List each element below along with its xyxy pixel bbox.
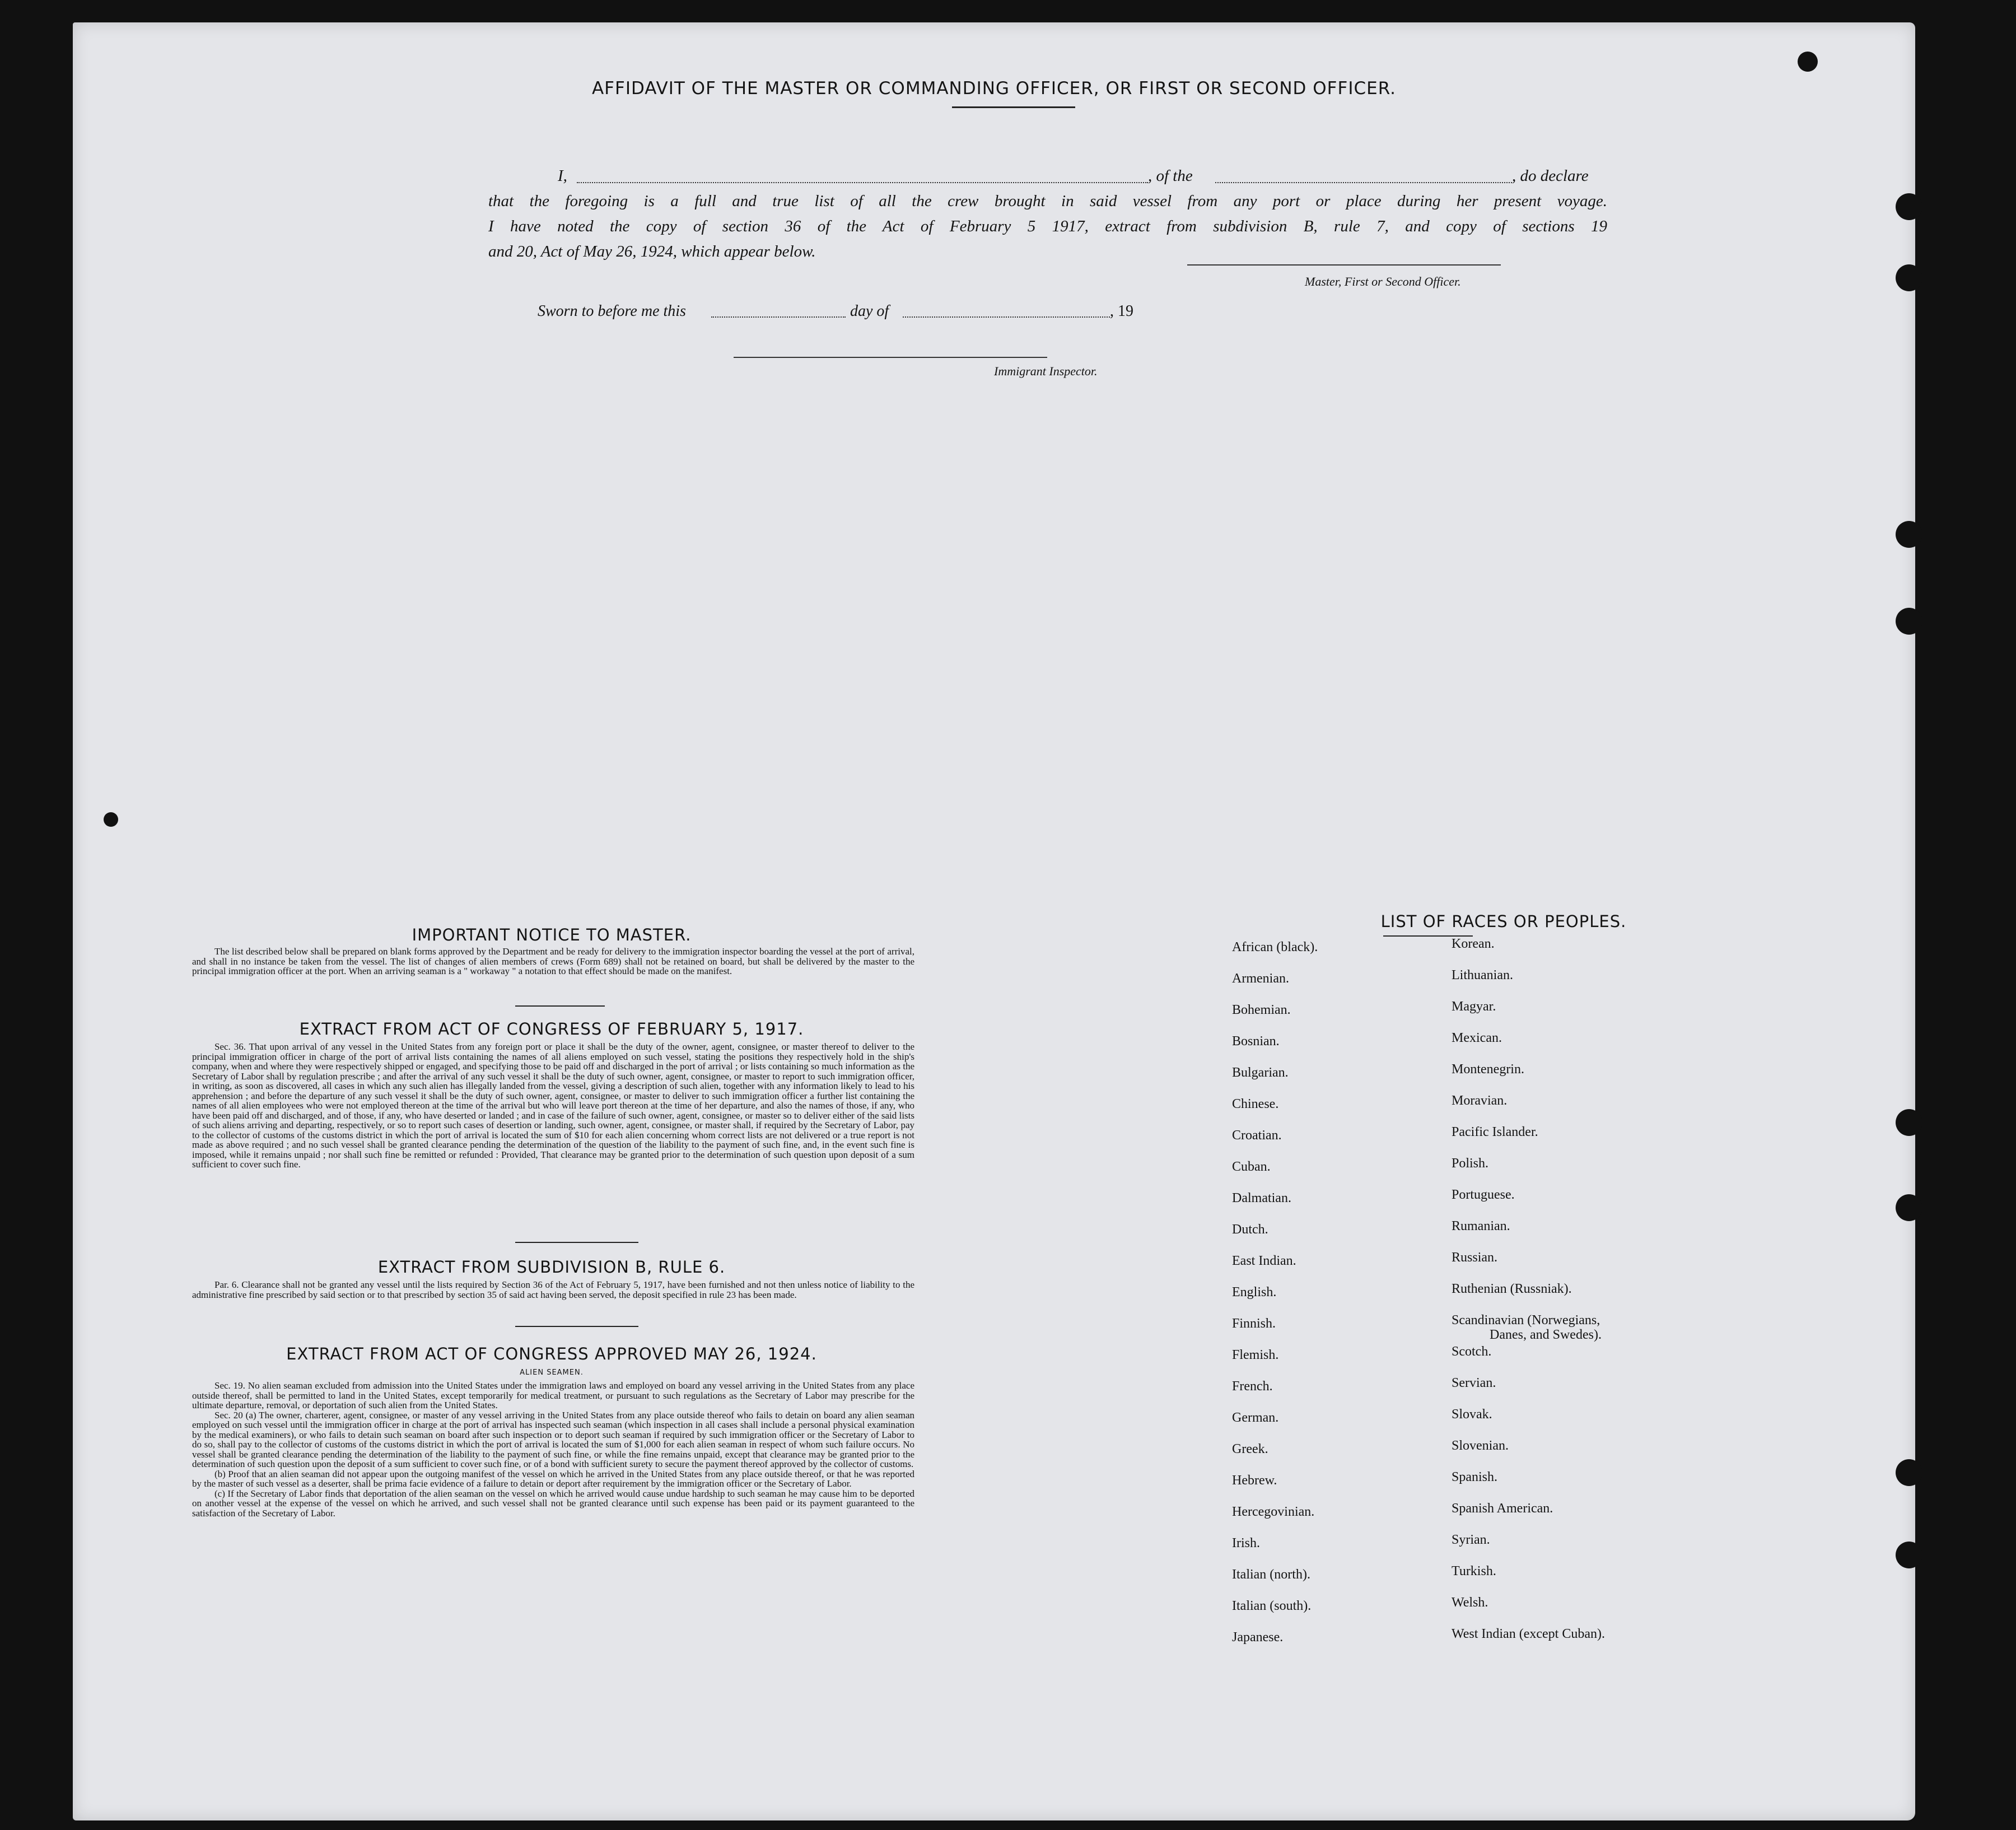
extract-1924-sec20c: (c) If the Secretary of Labor finds that deportation of the alien seaman on the vessel on which he arrived would cause undue hardship to such seaman he may cause him to be deported on another vessel at the expense of the vessel on which he arrived, and such vessel shall not be granted clearance until such expense has been paid or its payment guaranteed to the satisfaction of the Secretary of Labor. [192, 1488, 914, 1519]
race-item: Slovak. [1452, 1407, 1492, 1422]
ink-blot [1798, 52, 1818, 72]
extract-1917-rule [515, 1242, 638, 1243]
extract-rule6-block [192, 1280, 914, 1300]
signature-line [1187, 264, 1501, 266]
race-item: Finnish. [1232, 1316, 1276, 1331]
punch-hole [1896, 521, 1922, 548]
race-item: Korean. [1452, 937, 1495, 951]
race-item: Cuban. [1232, 1160, 1271, 1174]
affidavit-line-3: I have noted the copy of section 36 of the Act of February 5 1917, extract from subdivision B, rule 7, and copy of sections 19 [488, 217, 1607, 235]
inspector-caption: Immigrant Inspector. [994, 364, 1098, 378]
name-blank [577, 182, 1148, 183]
race-item: Ruthenian (Russniak). [1452, 1282, 1572, 1296]
race-item: Italian (north). [1232, 1567, 1310, 1582]
race-item: Lithuanian. [1452, 968, 1513, 982]
affidavit-line-4: and 20, Act of May 26, 1924, which appear below. [488, 243, 816, 260]
races-title: LIST OF RACES OR PEOPLES. [1380, 912, 1627, 931]
race-item: East Indian. [1232, 1254, 1296, 1268]
race-item: English. [1232, 1285, 1277, 1300]
race-item: Scandinavian (Norwegians, [1452, 1313, 1600, 1328]
vessel-blank [1215, 182, 1512, 183]
affidavit-declare: , do declare [1512, 167, 1589, 185]
document-page [73, 22, 1915, 1820]
sworn-month-blank [903, 316, 1110, 318]
race-item: African (black). [1232, 940, 1318, 954]
extract-1924-block [192, 1381, 914, 1518]
race-item: Rumanian. [1452, 1219, 1510, 1233]
title-underline [952, 106, 1075, 108]
race-item: Magyar. [1452, 999, 1496, 1014]
race-item: Flemish. [1232, 1348, 1279, 1362]
extract-1924-sec20b: (b) Proof that an alien seaman did not appear upon the outgoing manifest of the vessel on which he arrived in the United States from any place outside thereof, or that he was reported by the master of such vessel as a deserter, shall be prima facie evidence of a failure to detain or deport after requirement by the immigration officer or the Secretary of Labor. [192, 1468, 914, 1489]
race-item: Bohemian. [1232, 1003, 1291, 1017]
extract-1917-block [192, 1042, 914, 1170]
race-item: Chinese. [1232, 1097, 1279, 1111]
affidavit-title: AFFIDAVIT OF THE MASTER OR COMMANDING OFFICER, OR FIRST OR SECOND OFFICER. [591, 78, 1397, 99]
race-item: Croatian. [1232, 1128, 1282, 1143]
race-item: Pacific Islander. [1452, 1125, 1538, 1139]
race-item-continuation: Danes, and Swedes). [1490, 1328, 1602, 1342]
race-item: Portuguese. [1452, 1188, 1515, 1202]
race-item: West Indian (except Cuban). [1452, 1627, 1605, 1641]
sworn-day-blank [711, 316, 846, 318]
punch-hole [1896, 1194, 1922, 1221]
race-item: Scotch. [1452, 1344, 1492, 1359]
extract-1924-title: EXTRACT FROM ACT OF CONGRESS APPROVED MAY 26, 1924. [286, 1344, 817, 1363]
race-item: Slovenian. [1452, 1438, 1509, 1453]
extract-1917-title: EXTRACT FROM ACT OF CONGRESS OF FEBRUARY 5, 1917. [299, 1019, 804, 1039]
extract-1917-body: Sec. 36. That upon arrival of any vessel in the United States from any foreign port or place it shall be the duty of the owner, agent, consignee, or master thereof to deliver to the principal immigration officer in charge of the port of arrival lists containing the names of all aliens employed on such vessel, stating the positions they respectively hold in the ship's company, when and where they were respectively shipped or engaged, and specifying those to be paid off and discharged in the port of arrival ; or lists containing so much information as the Secretary of Labor shall by regulation prescribe ; and after the arrival of any such vessel it shall be the duty of such owner, agent, consignee, or master to report to such immigration officer, in writing, as soon as discovered, all cases in which any such alien has illegally landed from the vessel, giving a description of such alien, together with any information likely to lead to his apprehension ; and before the departure of any such vessel it shall be the duty of such owner, agent, consignee, or master to deliver to such immigration officer a further list containing the names of all alien employees who were not employed thereon at the time of the arrival but who will leave port thereon at the time of her departure, and also the names of those, if any, who have been paid off and discharged, and of those, if any, who have deserted or landed ; and in case of the failure of such owner, agent, consignee, or master so to deliver either of the said lists of such aliens arriving and departing, respectively, or so to report such cases of desertion or landing, such owner, agent, consignee, or master shall, if required by the Secretary of Labor, pay to the collector of customs of the customs district in which the port of arrival is located the sum of $10 for each alien concerning whom correct lists are not delivered or a true report is not made as above required ; and no such vessel shall be granted clearance pending the determination of the question of the liability to the payment of such fine, and, in the event such fine is imposed, while it remains unpaid ; nor shall such fine be remitted or refunded : Provided, That clearance may be granted prior to the determination of such question upon deposit of a sum sufficient to cover such fine. [192, 1041, 914, 1170]
race-item: Dutch. [1232, 1222, 1268, 1237]
race-item: Hebrew. [1232, 1473, 1277, 1488]
sworn-year: , 19 [1110, 302, 1133, 320]
punch-hole [1896, 608, 1922, 635]
race-item: Bulgarian. [1232, 1065, 1289, 1080]
affidavit-line-2: that the foregoing is a full and true list of all the crew brought in said vessel from any port or place during her present voyage. [488, 192, 1607, 210]
extract-1924-subtitle: ALIEN SEAMEN. [520, 1368, 584, 1377]
race-item: Mexican. [1452, 1031, 1502, 1045]
affidavit-i: I, [558, 167, 567, 185]
extract-1924-sec20a: Sec. 20 (a) The owner, charterer, agent, consignee, or master of any vessel arriving in the United States from any place outside thereof who fails to detain on board any alien seaman employed on such vessel until the immigration officer in charge at the port of arrival has inspected such seaman (which inspection in all cases shall include a personal physical examination by the medical examiners), or who fails to detain such seaman on board after such inspection or to deport such seaman if required by such immigration officer or the Secretary of Labor to do so, shall pay to the collector of customs of the customs district in which the port of arrival is located the sum of $1,000 for each alien seaman in respect of whom such failure occurs. No vessel shall be granted clearance pending the determination of the liability to the payment of such fine, or while the fine remains unpaid, except that clearance may be granted prior to the determination of such question upon the deposit of a sum sufficient to cover such fine, or of a bond with sufficient surety to secure the payment thereof approved by the collector of customs. [192, 1409, 914, 1469]
race-item: Montenegrin. [1452, 1062, 1524, 1077]
punch-hole [1896, 1109, 1922, 1136]
signature-caption: Master, First or Second Officer. [1305, 274, 1461, 288]
extract-rule6-title: EXTRACT FROM SUBDIVISION B, RULE 6. [377, 1258, 726, 1277]
race-item: German. [1232, 1410, 1279, 1425]
race-item: Turkish. [1452, 1564, 1496, 1578]
race-item: Welsh. [1452, 1595, 1488, 1610]
race-item: French. [1232, 1379, 1273, 1394]
notice-body: The list described below shall be prepared on blank forms approved by the Department and be ready for delivery to the immigration inspector boarding the vessel at the port of arrival, and shall in no instance be taken from the vessel. The list of changes of alien members of crews (Form 689) shall not be retained on board, but shall be delivered by the master to the principal immigration officer at the port. When an arriving seaman is a " workaway " a notation to that effect should be made on the manifest. [192, 946, 914, 976]
punch-hole [1896, 1459, 1922, 1486]
race-item: Dalmatian. [1232, 1191, 1291, 1205]
race-item: Polish. [1452, 1156, 1489, 1171]
sworn-prefix: Sworn to before me this [538, 302, 686, 320]
race-item: Armenian. [1232, 971, 1289, 986]
race-item: Japanese. [1232, 1630, 1284, 1645]
race-item: Irish. [1232, 1536, 1260, 1550]
race-item: Spanish. [1452, 1470, 1498, 1484]
notice-title: IMPORTANT NOTICE TO MASTER. [412, 925, 692, 944]
punch-hole [1896, 1542, 1922, 1568]
race-item: Syrian. [1452, 1533, 1490, 1547]
punch-hole [1896, 264, 1922, 291]
extract-rule6-rule [515, 1326, 638, 1327]
sworn-day-of: day of [850, 302, 889, 320]
race-item: Bosnian. [1232, 1034, 1280, 1049]
race-item: Spanish American. [1452, 1501, 1553, 1516]
notice-body-block [192, 947, 914, 976]
race-item: Russian. [1452, 1250, 1498, 1265]
affidavit-of-the: , of the [1148, 167, 1193, 185]
extract-rule6-body: Par. 6. Clearance shall not be granted any vessel until the lists required by Section 36 of the Act of February 5, 1917, have been furnished and not then unless notice of liability to the administrative fine prescribed by said section or to that prescribed by section 35 of said act having been served, the deposit specified in rule 23 has been made. [192, 1279, 914, 1300]
notice-rule [515, 1005, 605, 1007]
race-item: Greek. [1232, 1442, 1268, 1456]
inspector-line [734, 357, 1047, 358]
race-item: Servian. [1452, 1376, 1496, 1390]
race-item: Italian (south). [1232, 1599, 1312, 1613]
ink-blot [104, 812, 118, 827]
extract-1924-sec19: Sec. 19. No alien seaman excluded from admission into the United States under the immigration laws and employed on board any vessel arriving in the United States from any place outside thereof, shall be permitted to land in the United States, except temporarily for medical treatment, or pursuant to such regulations as the Secretary of Labor may prescribe for the ultimate departure, removal, or deportation of such alien from the United States. [192, 1380, 914, 1410]
punch-hole [1896, 193, 1922, 220]
race-item: Moravian. [1452, 1093, 1508, 1108]
race-item: Hercegovinian. [1232, 1505, 1315, 1519]
